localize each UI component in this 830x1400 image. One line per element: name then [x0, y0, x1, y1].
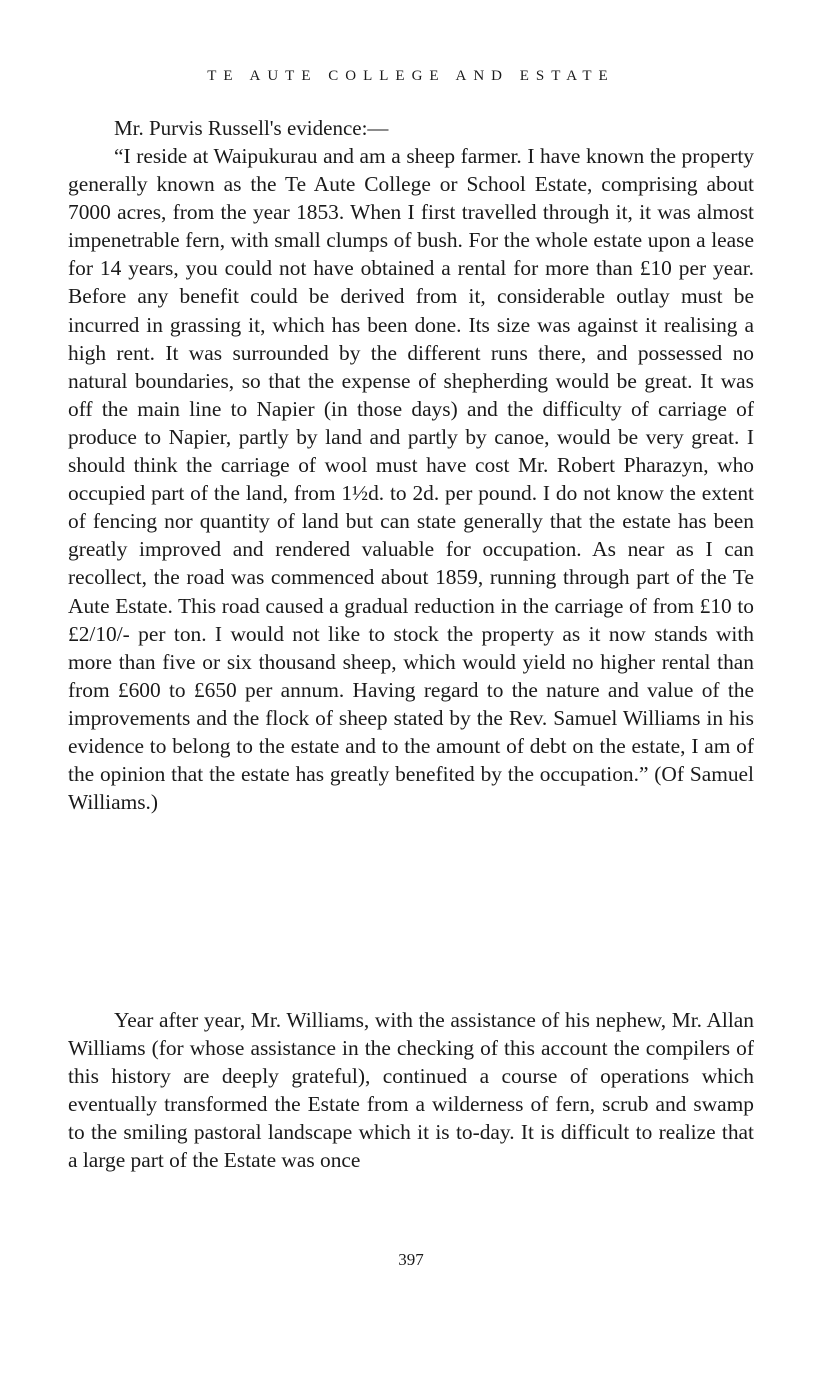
evidence-paragraph: “I reside at Waipukurau and am a sheep farmer. I have known the property generally known as the Te Aute College or School Estate, comprising about 7000 acres, from the year 1853. When I first travelled through it, it was almost impenetrable fern, with small clumps of bush. For the whole estate upon a lease for 14 years, you could not have obtained a rental for more than £10 per year. Before any benefit could be derived from it, considerable outlay must be incurred in grassing it, which has been done. Its size was against it realising a high rent. It was surrounded by the different runs there, and possessed no natural boundaries, so that the expense of shepherding would be great. It was off the main line to Napier (in those days) and the difficulty of carriage of produce to Napier, partly by land and partly by canoe, would be very great. I should think the carriage of wool must have cost Mr. Robert Pharazyn, who occupied part of the land, from 1½d. to 2d. per pound. I do not know the extent of fencing nor quantity of land but can state generally that the estate has been greatly improved and rendered valuable for occupation. As near as I can recollect, the road was commenced about 1859, running through part of the Te Aute Estate. This road caused a gradual reduction in the carriage of from £10 to £2/10/- per ton. I would not like to stock the property as it now stands with more than five or six thousand sheep, which would yield no higher rental than from £600 to £650 per annum. Having regard to the nature and value of the improvements and the flock of sheep stated by the Rev. Samuel Williams in his evidence to belong to the estate and to the amount of debt on the estate, I am of the opinion that the estate has greatly benefited by the occupation.” (Of Samuel Williams.) — [68, 144, 754, 815]
book-page — [68, 0, 754, 1400]
page-number: 397 — [398, 1250, 424, 1269]
evidence-intro: Mr. Purvis Russell's evidence:— — [114, 116, 389, 140]
running-head: TE AUTE COLLEGE AND ESTATE — [207, 68, 615, 84]
narrative-paragraph: Year after year, Mr. Williams, with the assistance of his nephew, Mr. Allan Williams (for whose assistance in the checking of this account the compilers of this history are deeply grateful), continued a course of operations which eventually transformed the Estate from a wilderness of fern, scrub and swamp to the smiling pastoral landscape which it is to-day. It is difficult to realize that a large part of the Estate was once — [68, 1008, 754, 1173]
